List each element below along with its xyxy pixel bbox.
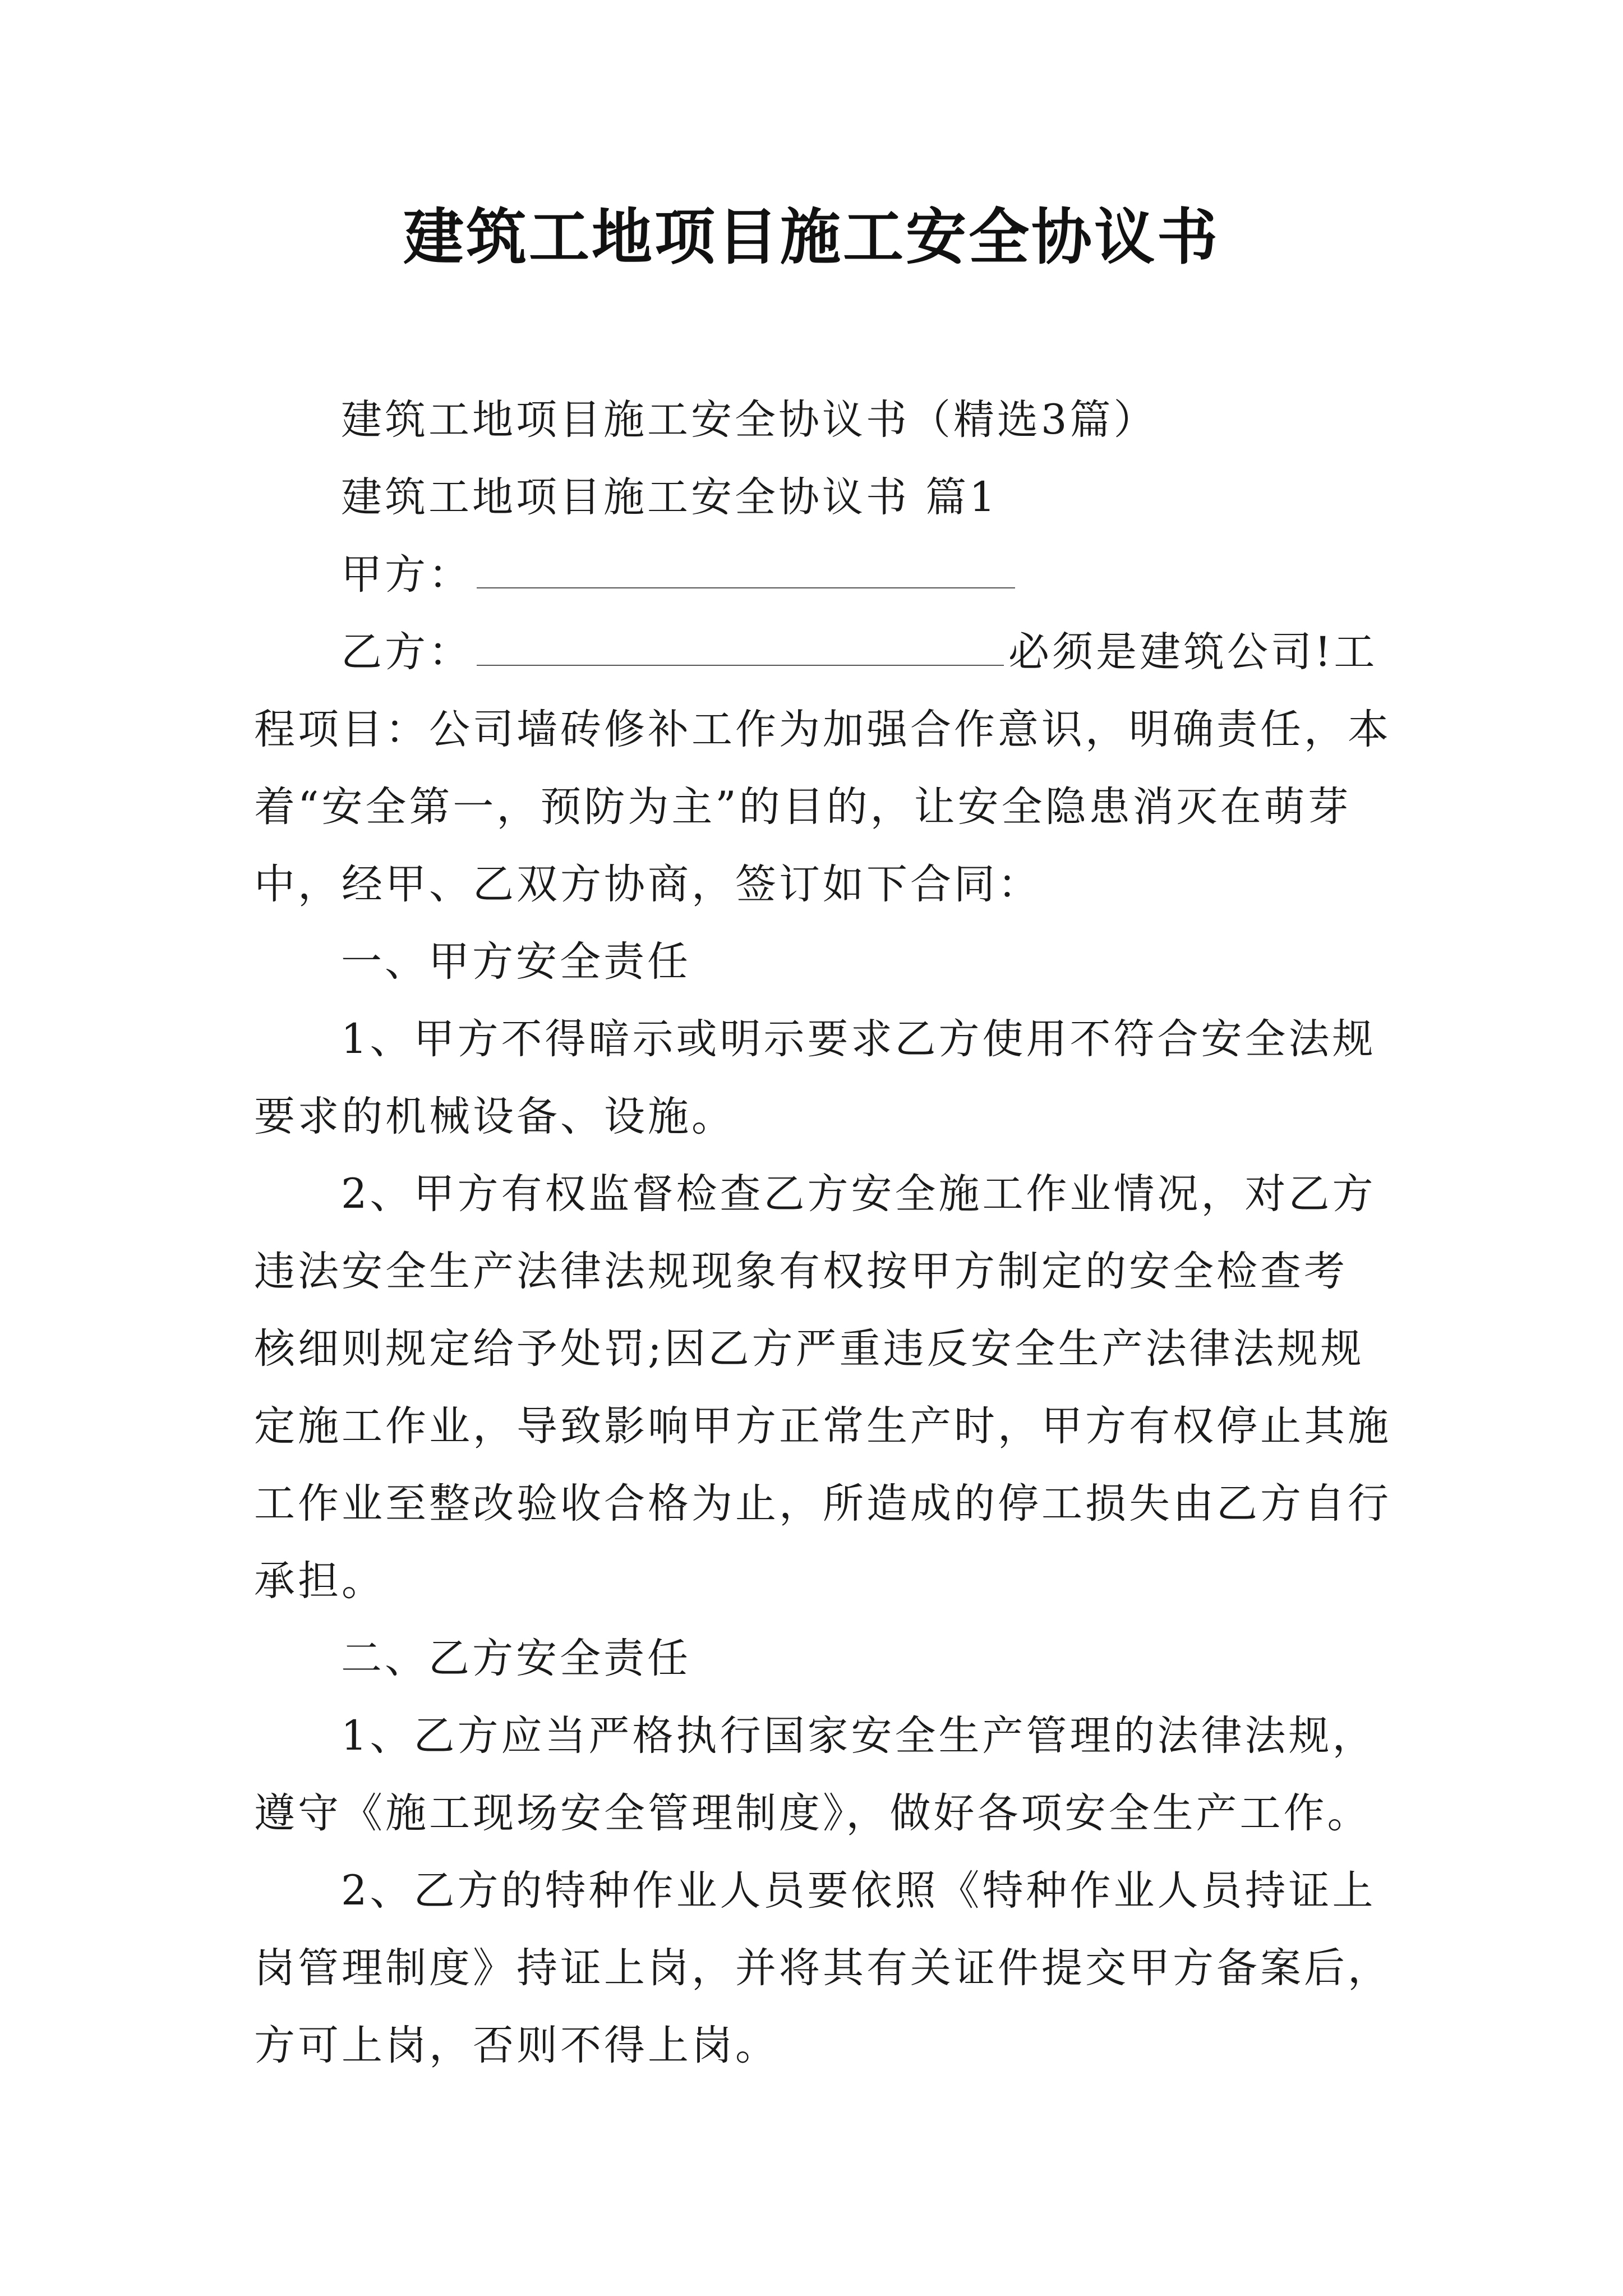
paragraph-line: 定施工作业，导致影响甲方正常生产时，甲方有权停止其施 xyxy=(254,1402,1391,1450)
paragraph-line: 着“安全第一，预防为主”的目的，让安全隐患消灭在萌芽 xyxy=(254,783,1352,831)
paragraph-line: 岗管理制度》持证上岗，并将其有关证件提交甲方备案后， xyxy=(254,1944,1391,1992)
document-body xyxy=(254,381,1401,2085)
party-b-note: 必须是建筑公司!工 xyxy=(1008,628,1378,676)
paragraph-line: 违法安全生产法律法规现象有权按甲方制定的安全检查考 xyxy=(254,1248,1348,1295)
paragraph-line: 遵守《施工现场安全管理制度》，做好各项安全生产工作。 xyxy=(254,1789,1371,1837)
paragraph-line: 2、甲方有权监督检查乙方安全施工作业情况，对乙方 xyxy=(341,1170,1376,1218)
document-title: 建筑工地项目施工安全协议书 xyxy=(403,202,1220,273)
section-heading-line: 建筑工地项目施工安全协议书 篇1 xyxy=(341,473,998,521)
party-b-label: 乙方： xyxy=(341,628,472,676)
party-b-line xyxy=(254,614,1401,691)
paragraph-line: 工作业至整改验收合格为止，所造成的停工损失由乙方自行 xyxy=(254,1480,1391,1527)
party-a-blank xyxy=(477,554,1015,588)
paragraph-line: 1、甲方不得暗示或明示要求乙方使用不符合安全法规 xyxy=(341,1015,1376,1063)
subtitle-line: 建筑工地项目施工安全协议书（精选3篇） xyxy=(341,396,1158,444)
section-heading-party-a: 一、甲方安全责任 xyxy=(341,938,691,986)
paragraph-line: 2、乙方的特种作业人员要依照《特种作业人员持证上 xyxy=(341,1867,1376,1915)
paragraph-line: 方可上岗，否则不得上岗。 xyxy=(254,2022,779,2069)
party-b-blank xyxy=(477,631,1004,666)
paragraph-line: 承担。 xyxy=(254,1557,385,1605)
party-a-label: 甲方： xyxy=(341,551,472,599)
paragraph-line: 要求的机械设备、设施。 xyxy=(254,1093,735,1140)
party-a-line xyxy=(254,536,1401,614)
paragraph-line: 核细则规定给予处罚;因乙方严重违反安全生产法律法规规 xyxy=(254,1325,1364,1373)
paragraph-line: 程项目：公司墙砖修补工作为加强合作意识，明确责任，本 xyxy=(254,706,1391,753)
paragraph-line: 1、乙方应当严格执行国家安全生产管理的法律法规， xyxy=(341,1712,1376,1760)
section-heading-party-b: 二、乙方安全责任 xyxy=(341,1635,691,1682)
paragraph-line: 中，经甲、乙双方协商，签订如下合同： xyxy=(254,861,1041,908)
